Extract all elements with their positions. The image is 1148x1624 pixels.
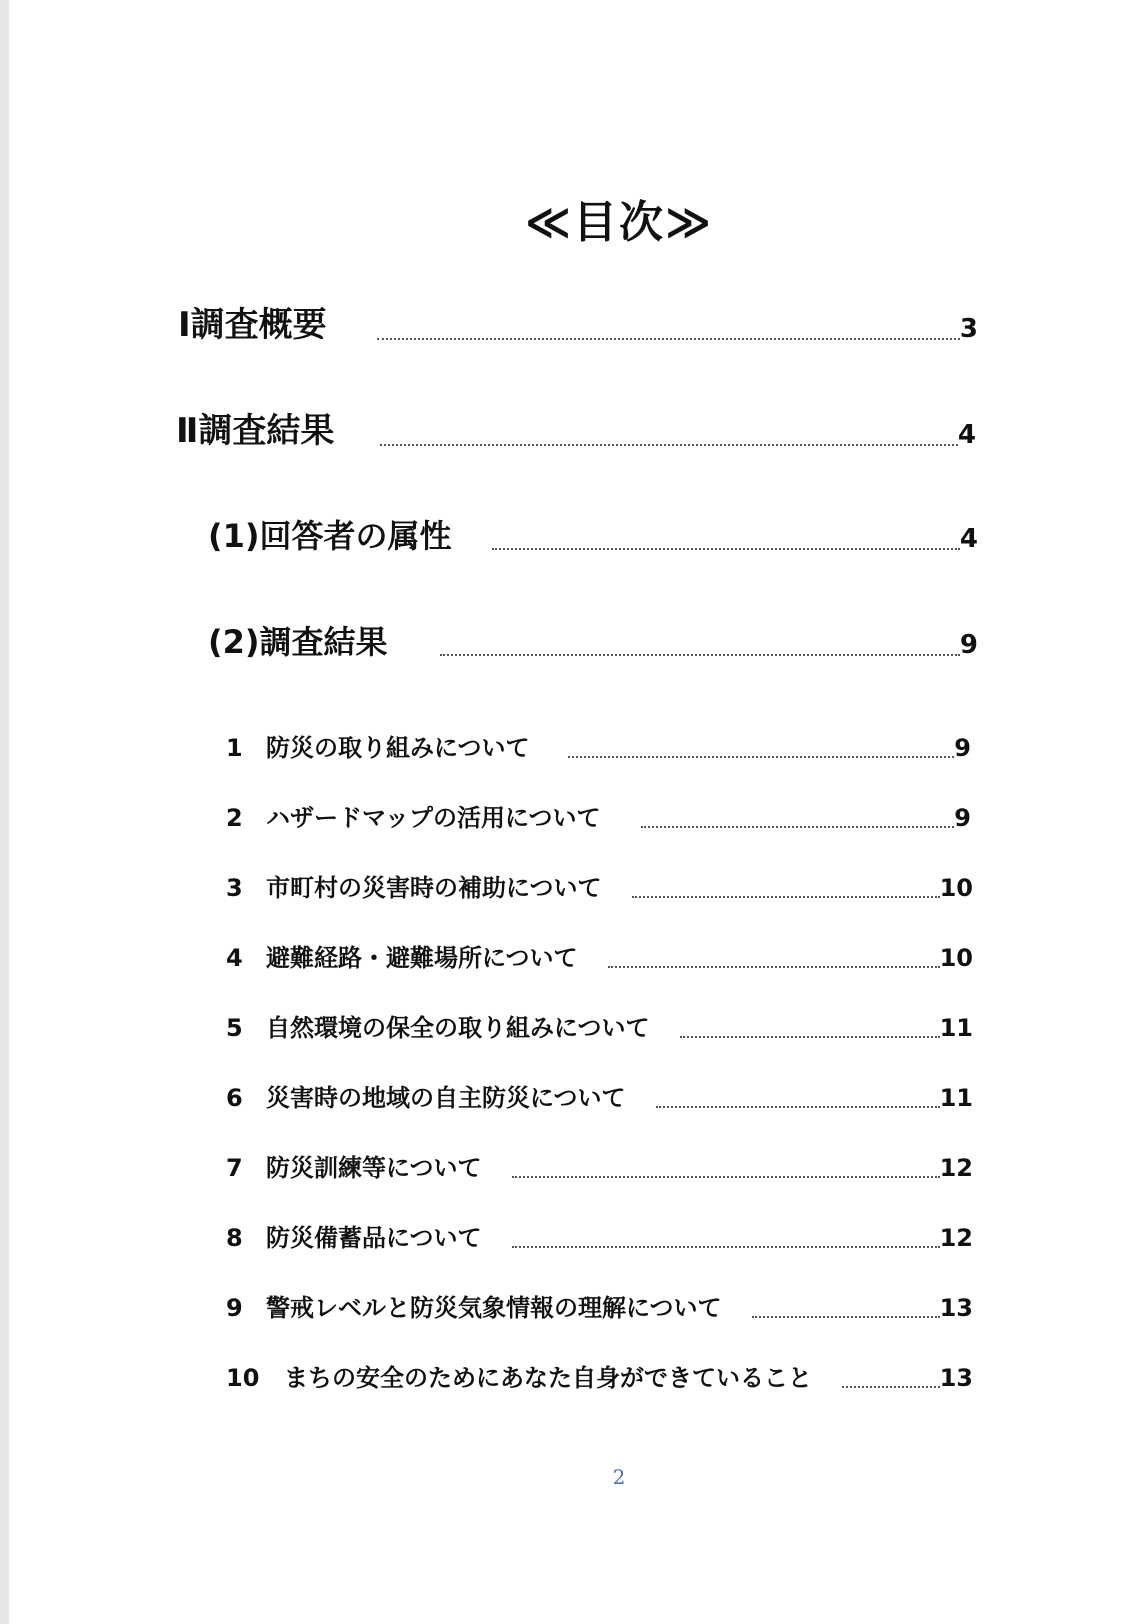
toc-item-label — [226, 736, 530, 760]
toc-item-label — [226, 1156, 482, 1180]
toc-section-2[interactable] — [176, 411, 976, 451]
toc-item-label — [226, 1016, 650, 1040]
toc-item-text: 防災備蓄品について — [266, 1224, 482, 1252]
toc-leader — [377, 337, 960, 340]
toc-page-number: 11 — [939, 1014, 973, 1042]
toc-item-number: 3 — [226, 874, 243, 902]
toc-item-text: 自然環境の保全の取り組みについて — [266, 1014, 650, 1042]
toc-leader — [641, 825, 955, 828]
toc-item-2[interactable] — [226, 806, 971, 830]
toc-subsection-1[interactable] — [208, 517, 978, 555]
toc-item-10[interactable] — [226, 1366, 973, 1390]
toc-leader — [608, 965, 940, 968]
toc-leader — [656, 1105, 940, 1108]
toc-item-label — [226, 1086, 626, 1110]
toc-subsection-label: (2)調査結果 — [208, 623, 388, 661]
toc-page-number: 10 — [939, 874, 973, 902]
toc-page-number: 3 — [959, 314, 978, 344]
toc-item-label — [226, 1366, 812, 1390]
toc-section-label: Ⅰ調査概要 — [178, 305, 327, 345]
toc-page-number: 10 — [939, 944, 973, 972]
toc-subsection-label: (1)回答者の属性 — [208, 517, 452, 555]
toc-leader — [440, 653, 960, 656]
toc-item-number: 5 — [226, 1014, 243, 1042]
toc-item-number: 8 — [226, 1224, 243, 1252]
toc-item-number: 4 — [226, 944, 243, 972]
toc-item-number: 10 — [226, 1364, 260, 1392]
toc-item-label — [226, 806, 601, 830]
toc-item-5[interactable] — [226, 1016, 973, 1040]
toc-page-number: 4 — [957, 420, 976, 450]
toc-item-4[interactable] — [226, 946, 973, 970]
toc-leader — [632, 895, 940, 898]
toc-item-text: 市町村の災害時の補助について — [266, 874, 602, 902]
toc-item-8[interactable] — [226, 1226, 973, 1250]
toc-item-number: 6 — [226, 1084, 243, 1112]
toc-section-label: Ⅱ調査結果 — [176, 411, 335, 451]
toc-page-number: 12 — [939, 1224, 973, 1252]
toc-leader — [512, 1175, 940, 1178]
toc-item-9[interactable] — [226, 1296, 973, 1320]
page-title: ≪目次≫ — [524, 197, 714, 248]
toc-leader — [680, 1035, 940, 1038]
toc-subsection-2[interactable] — [208, 623, 978, 661]
toc-item-text: 防災の取り組みについて — [266, 734, 530, 762]
toc-page-number: 11 — [939, 1084, 973, 1112]
toc-item-label — [226, 1296, 722, 1320]
toc-item-text: 災害時の地域の自主防災について — [266, 1084, 626, 1112]
toc-leader — [380, 443, 958, 446]
toc-leader — [752, 1315, 940, 1318]
toc-item-6[interactable] — [226, 1086, 973, 1110]
toc-leader — [568, 755, 955, 758]
toc-page-number: 13 — [939, 1364, 973, 1392]
toc-leader — [842, 1385, 940, 1388]
toc-page-number: 12 — [939, 1154, 973, 1182]
toc-page-number: 4 — [959, 524, 978, 554]
toc-item-label — [226, 946, 578, 970]
toc-item-text: 防災訓練等について — [266, 1154, 482, 1182]
toc-item-text: まちの安全のためにあなた自身ができていること — [284, 1364, 812, 1392]
toc-item-number: 9 — [226, 1294, 243, 1322]
toc-item-number: 1 — [226, 734, 243, 762]
toc-leader — [512, 1245, 940, 1248]
toc-page-number: 13 — [939, 1294, 973, 1322]
toc-item-text: 警戒レベルと防災気象情報の理解について — [266, 1294, 722, 1322]
toc-page-number: 9 — [959, 630, 978, 660]
toc-page-number: 9 — [954, 804, 971, 832]
toc-item-text: 避難経路・避難場所について — [266, 944, 578, 972]
footer-page-number: 2 — [612, 1465, 626, 1489]
toc-item-label — [226, 876, 602, 900]
toc-item-1[interactable] — [226, 736, 971, 760]
toc-item-label — [226, 1226, 482, 1250]
toc-page-number: 9 — [954, 734, 971, 762]
toc-leader — [492, 547, 960, 550]
toc-section-1[interactable] — [178, 305, 978, 345]
toc-item-3[interactable] — [226, 876, 973, 900]
toc-item-text: ハザードマップの活用について — [266, 804, 601, 832]
toc-item-number: 2 — [226, 804, 243, 832]
toc-item-7[interactable] — [226, 1156, 973, 1180]
toc-item-number: 7 — [226, 1154, 243, 1182]
